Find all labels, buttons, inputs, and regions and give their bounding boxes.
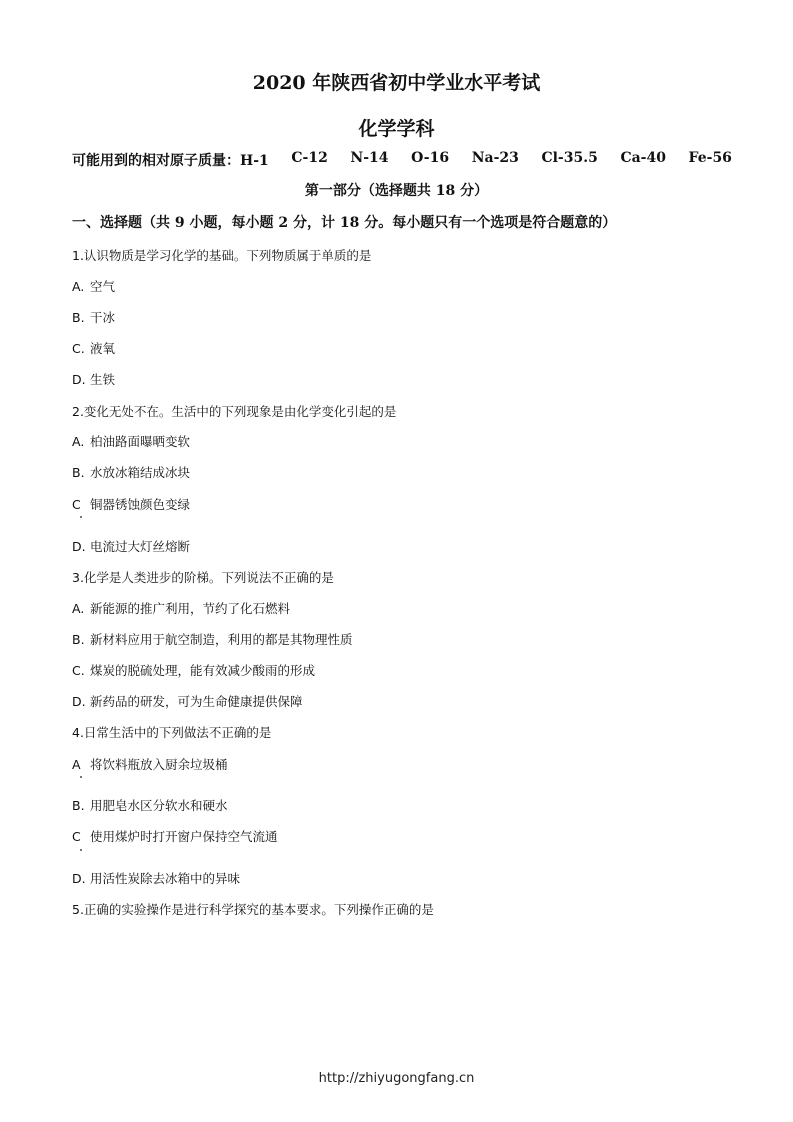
option-text: 空气	[90, 279, 116, 294]
question-stem: 4.日常生活中的下列做法不正确的是	[72, 725, 272, 740]
footer-url: http://zhiyugongfang.cn	[318, 1071, 475, 1086]
atomic-mass-item: Na-23	[471, 150, 519, 166]
subject-title: 化学学科	[358, 118, 435, 140]
atomic-mass-item: Fe-56	[688, 150, 732, 166]
exam-title: 2020 年陕西省初中学业水平考试	[252, 72, 541, 94]
option-letter: A.	[72, 279, 85, 294]
atomic-mass-item: C-12	[291, 150, 328, 166]
option-text: 铜器锈蚀颜色变绿	[90, 497, 191, 512]
question-stem: 5.正确的实验操作是进行科学探究的基本要求。下列操作正确的是	[72, 902, 434, 917]
atomic-mass-item: Cl-35.5	[541, 150, 598, 166]
option-letter: D.	[72, 539, 86, 554]
option-a	[72, 599, 290, 617]
option-text: 液氧	[90, 341, 116, 356]
option-text: 电流过大灯丝熔断	[90, 539, 191, 554]
atomic-mass-item: N-14	[350, 150, 389, 166]
atomic-mass-item: O-16	[411, 150, 450, 166]
option-text: 将饮料瓶放入厨余垃圾桶	[90, 757, 228, 772]
option-letter: C	[72, 497, 81, 512]
stray-mark	[80, 776, 82, 778]
atomic-mass-line	[72, 150, 732, 170]
option-text: 用肥皂水区分软水和硬水	[90, 798, 228, 813]
option-text: 用活性炭除去冰箱中的异味	[90, 871, 241, 886]
option-text: 柏油路面曝晒变软	[90, 434, 191, 449]
stray-mark	[80, 516, 82, 518]
option-letter: B.	[72, 465, 85, 480]
option-letter: B.	[72, 798, 85, 813]
option-text: 使用煤炉时打开窗户保持空气流通	[90, 829, 278, 844]
option-c	[72, 827, 278, 845]
option-text: 煤炭的脱硫处理，能有效减少酸雨的形成	[90, 663, 316, 678]
option-c	[72, 339, 115, 357]
option-letter: C.	[72, 663, 85, 678]
question-stem: 3.化学是人类进步的阶梯。下列说法不正确的是	[72, 570, 334, 585]
section-title: 一、选择题（共 9 小题，每小题 2 分，计 18 分。每小题只有一个选项是符合题意的）	[72, 215, 617, 231]
option-b	[72, 308, 115, 326]
option-d	[72, 869, 240, 887]
option-letter: B.	[72, 632, 85, 647]
atomic-mass-item: Ca-40	[620, 150, 666, 166]
option-text: 新能源的推广利用，节约了化石燃料	[90, 601, 291, 616]
option-letter: D.	[72, 694, 86, 709]
option-b	[72, 463, 190, 481]
option-text: 水放冰箱结成冰块	[90, 465, 191, 480]
option-text: 干冰	[90, 310, 116, 325]
option-d	[72, 370, 115, 388]
part-title: 第一部分（选择题共 18 分）	[304, 183, 489, 199]
option-c	[72, 661, 315, 679]
option-text: 生铁	[90, 372, 116, 387]
option-d	[72, 692, 303, 710]
option-letter: D.	[72, 871, 86, 886]
option-letter: A.	[72, 601, 85, 616]
option-b	[72, 630, 353, 648]
stray-mark	[80, 849, 82, 851]
option-letter: A.	[72, 434, 85, 449]
option-letter: D.	[72, 372, 86, 387]
option-a	[72, 277, 115, 295]
option-text: 新药品的研发，可为生命健康提供保障	[90, 694, 303, 709]
option-text: 新材料应用于航空制造，利用的都是其物理性质	[90, 632, 353, 647]
question-stem: 1.认识物质是学习化学的基础。下列物质属于单质的是	[72, 248, 372, 263]
option-letter: C.	[72, 341, 85, 356]
option-b	[72, 796, 228, 814]
option-letter: A	[72, 757, 81, 772]
option-a	[72, 755, 228, 773]
option-a	[72, 432, 190, 450]
atomic-mass-label: 可能用到的相对原子质量：H-1	[72, 153, 269, 169]
option-letter: C	[72, 829, 81, 844]
option-d	[72, 537, 190, 555]
option-c	[72, 495, 190, 513]
option-letter: B.	[72, 310, 85, 325]
question-stem: 2.变化无处不在。生活中的下列现象是由化学变化引起的是	[72, 404, 397, 419]
